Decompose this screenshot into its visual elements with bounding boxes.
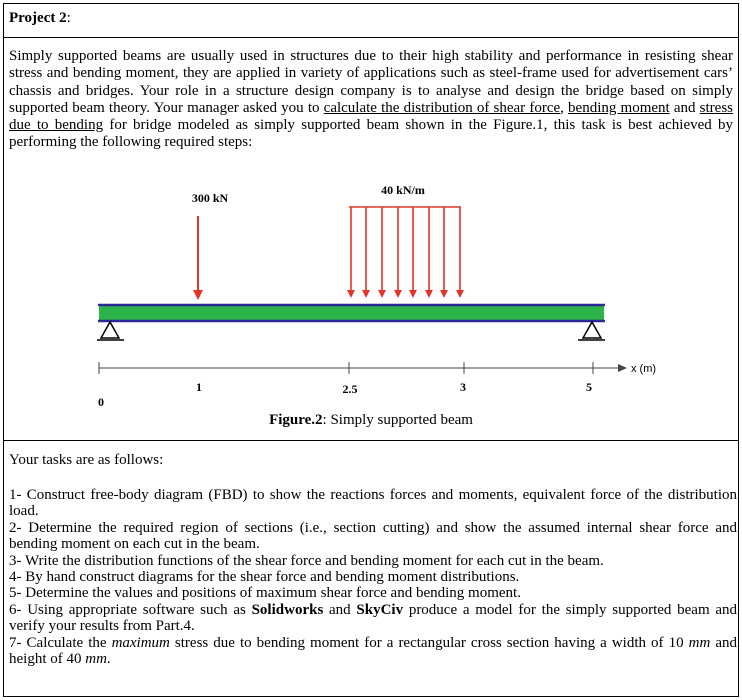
task-2: 2- Determine the required region of sections (i.e., section cutting) and show the assumed internal shear force and bending moment on each cut in the beam. <box>9 519 737 553</box>
x-axis-arrow <box>618 364 627 372</box>
task-list <box>9 487 737 667</box>
dist-load-label: 40 kN/m <box>381 183 425 197</box>
tick-5: 5 <box>586 380 592 394</box>
point-load-arrowhead <box>193 290 203 300</box>
task-5: 5- Determine the values and positions of maximum shear force and bending moment. <box>9 585 521 602</box>
tick-2-5: 2.5 <box>342 382 358 396</box>
task-7: 7- Calculate the maximum stress due to bending moment for a rectangular cross section having a width of 10 mm and height of 40 mm. <box>9 634 737 668</box>
x-axis-label: x (m) <box>631 363 657 375</box>
link-bending-moment: bending moment <box>568 99 670 116</box>
task-1: 1- Construct free-body diagram (FBD) to show the reactions forces and moments, equivalent force of the distribution load. <box>9 487 737 520</box>
project-title: Project 2: <box>9 10 71 26</box>
tick-0: 0 <box>98 395 104 409</box>
figure-caption: Figure.2: Simply supported beam <box>269 412 473 428</box>
tick-1: 1 <box>196 380 202 394</box>
point-load-label: 300 kN <box>191 191 229 205</box>
dist-load-arrows <box>347 207 464 298</box>
intro-paragraph: Simply supported beams are usually used in structures due to their high stability and performance in resisting shear stress and bending moment, they are applied in variety of applications such as steel-frame used for advertisement cars’ chassis and bridges. Your role in a structure design company is to analyse and design the bridge based on simply supported beam theory. Your manager asked you to calculate the distribution of shear force, bending moment and stress due to bending for bridge modeled as simply supported beam shown in the Figure.1, this task is best achieved by performing the following required steps: <box>9 48 734 151</box>
beam <box>99 305 604 321</box>
tasks-intro: Your tasks are as follows: <box>9 452 164 468</box>
left-support <box>97 322 124 340</box>
link-shear-force: calculate the distribution of shear force <box>323 99 561 116</box>
link-bending-stress: stress due to bending <box>9 99 733 134</box>
task-3: 3- Write the distribution functions of the shear force and bending moment for each cut in the beam. <box>9 552 604 569</box>
tick-3: 3 <box>460 380 466 394</box>
right-support <box>578 322 605 340</box>
task-6: 6- Using appropriate software such as Solidworks and SkyCiv produce a model for the simply supported beam and verify your results from Part.4. <box>9 601 737 635</box>
task-4: 4- By hand construct diagrams for the shear force and bending moment distributions. <box>9 569 520 586</box>
